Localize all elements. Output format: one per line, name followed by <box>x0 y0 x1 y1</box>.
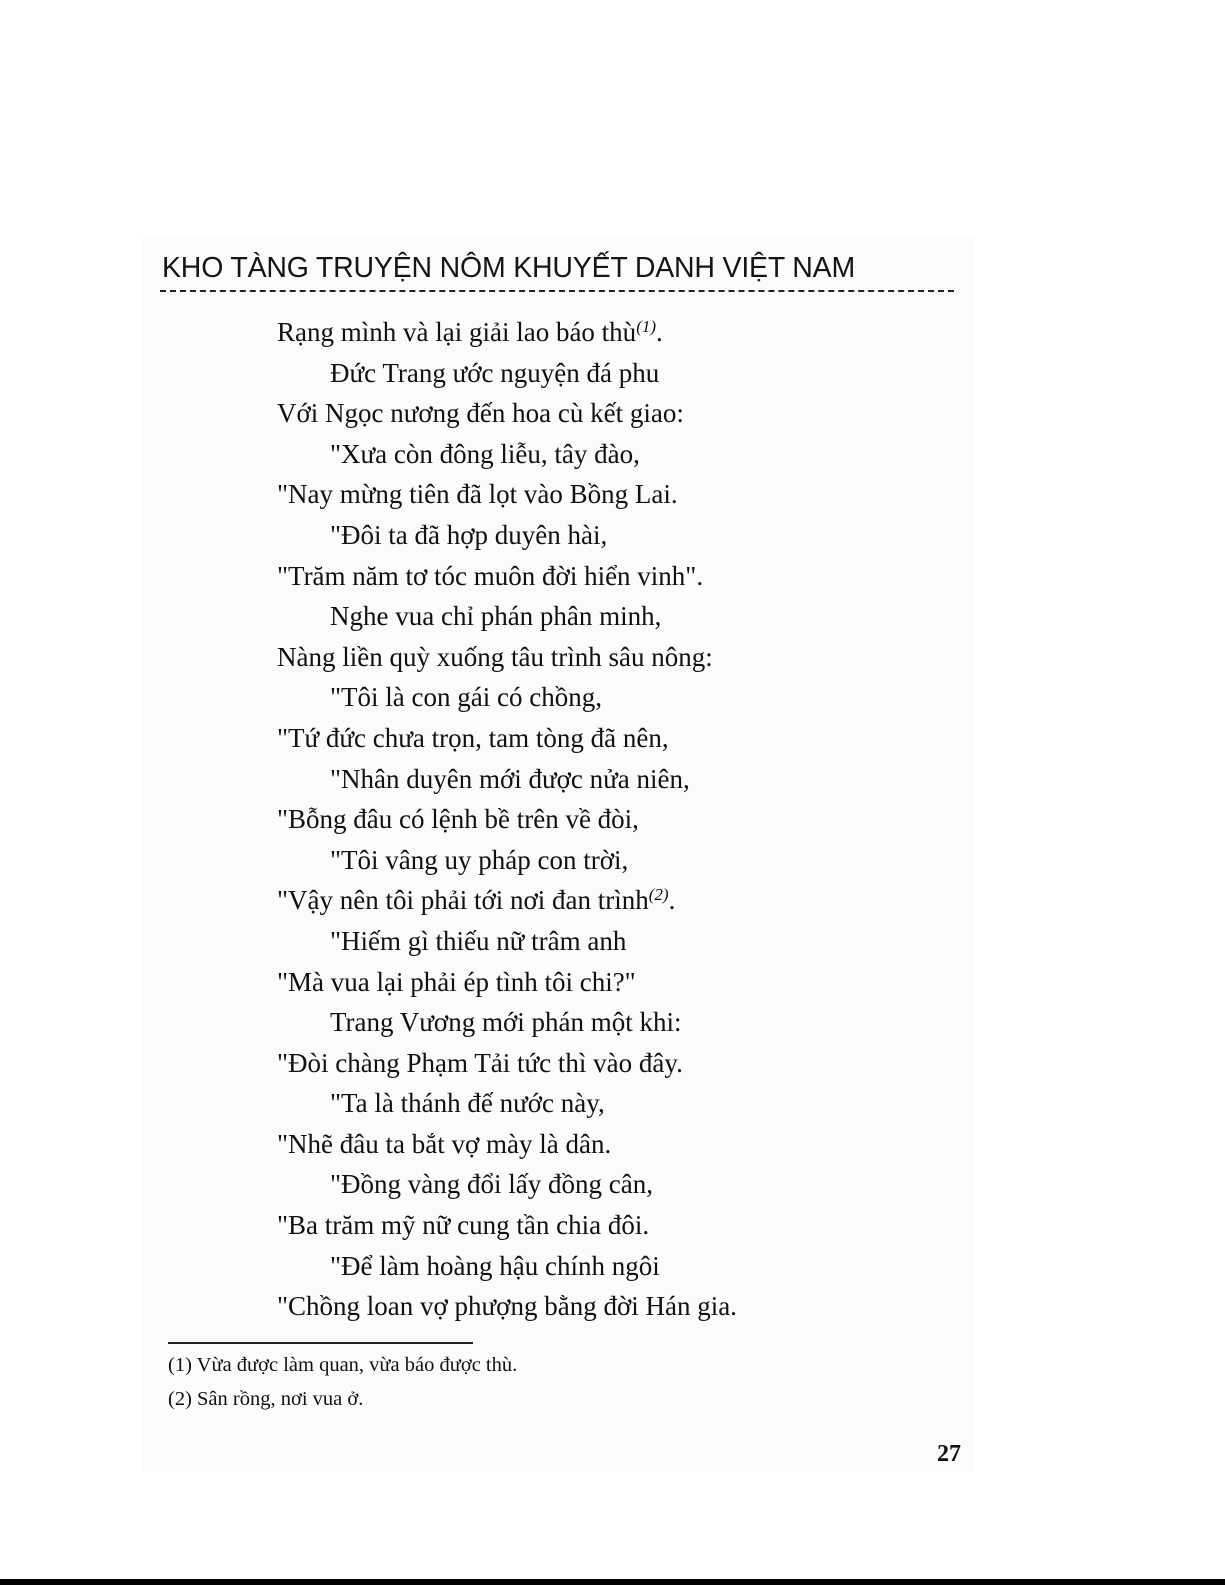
verse-line: "Đồng vàng đổi lấy đồng cân, <box>330 1169 653 1200</box>
verse-line: "Hiếm gì thiếu nữ trâm anh <box>330 925 627 956</box>
verse-line: "Tôi là con gái có chồng, <box>330 682 602 713</box>
verse-line: "Tôi vâng uy pháp con trời, <box>330 844 629 875</box>
footnote: (1) Vừa được làm quan, vừa báo được thù. <box>168 1354 518 1376</box>
verse-line: Rạng mình và lại giải lao báo thù$^{(1)}$. <box>277 317 663 347</box>
verse-line: "Để làm hoàng hậu chính ngôi <box>330 1250 660 1281</box>
verse-line: "Mà vua lại phải ép tình tôi chi?" <box>277 966 636 997</box>
footnote-marker: (1) <box>636 317 657 336</box>
verse-block <box>277 312 737 1327</box>
scan-bottom-edge <box>0 1579 1225 1585</box>
footnote: (2) Sân rồng, nơi vua ở. <box>168 1388 364 1410</box>
verse-line: "Nay mừng tiên đã lọt vào Bồng Lai. <box>277 479 678 510</box>
verse-line: "Ta là thánh đế nước này, <box>330 1088 605 1119</box>
verse-line: "Trăm năm tơ tóc muôn đời hiển vinh". <box>277 560 704 591</box>
verse-line: Trang Vương mới phán một khi: <box>330 1007 682 1038</box>
verse-line: "Nhân duyên mới được nửa niên, <box>330 763 690 794</box>
verse-line: Đức Trang ước nguyện đá phu <box>330 357 660 388</box>
verse-line: "Xưa còn đông liễu, tây đào, <box>330 438 640 469</box>
verse-line: Với Ngọc nương đến hoa cù kết giao: <box>277 398 684 429</box>
verse-line: "Nhẽ đâu ta bắt vợ mày là dân. <box>277 1128 612 1159</box>
verse-line: Nàng liền quỳ xuống tâu trình sâu nông: <box>277 641 713 672</box>
footnote-rule <box>168 1342 473 1344</box>
verse-line: "Bỗng đâu có lệnh bề trên về đòi, <box>277 804 639 835</box>
verse-line: "Đôi ta đã hợp duyên hài, <box>330 519 608 550</box>
footnotes <box>168 1349 517 1417</box>
page-number: 27 <box>937 1441 961 1467</box>
running-header: KHO TÀNG TRUYỆN NÔM KHUYẾT DANH VIỆT NAM <box>162 252 855 284</box>
verse-line: "Đòi chàng Phạm Tải tức thì vào đây. <box>277 1047 683 1078</box>
verse-line: Nghe vua chỉ phán phân minh, <box>330 601 662 632</box>
header-rule <box>160 290 954 292</box>
verse-line: "Chồng loan vợ phượng bằng đời Hán gia. <box>277 1291 737 1322</box>
footnote-marker: (2) <box>648 885 669 905</box>
verse-line: "Tứ đức chưa trọn, tam tòng đã nên, <box>277 722 669 753</box>
verse-line: "Vậy nên tôi phải tới nơi đan trình$^{(2)}$. <box>277 885 676 916</box>
verse-line: "Ba trăm mỹ nữ cung tần chia đôi. <box>277 1210 650 1241</box>
